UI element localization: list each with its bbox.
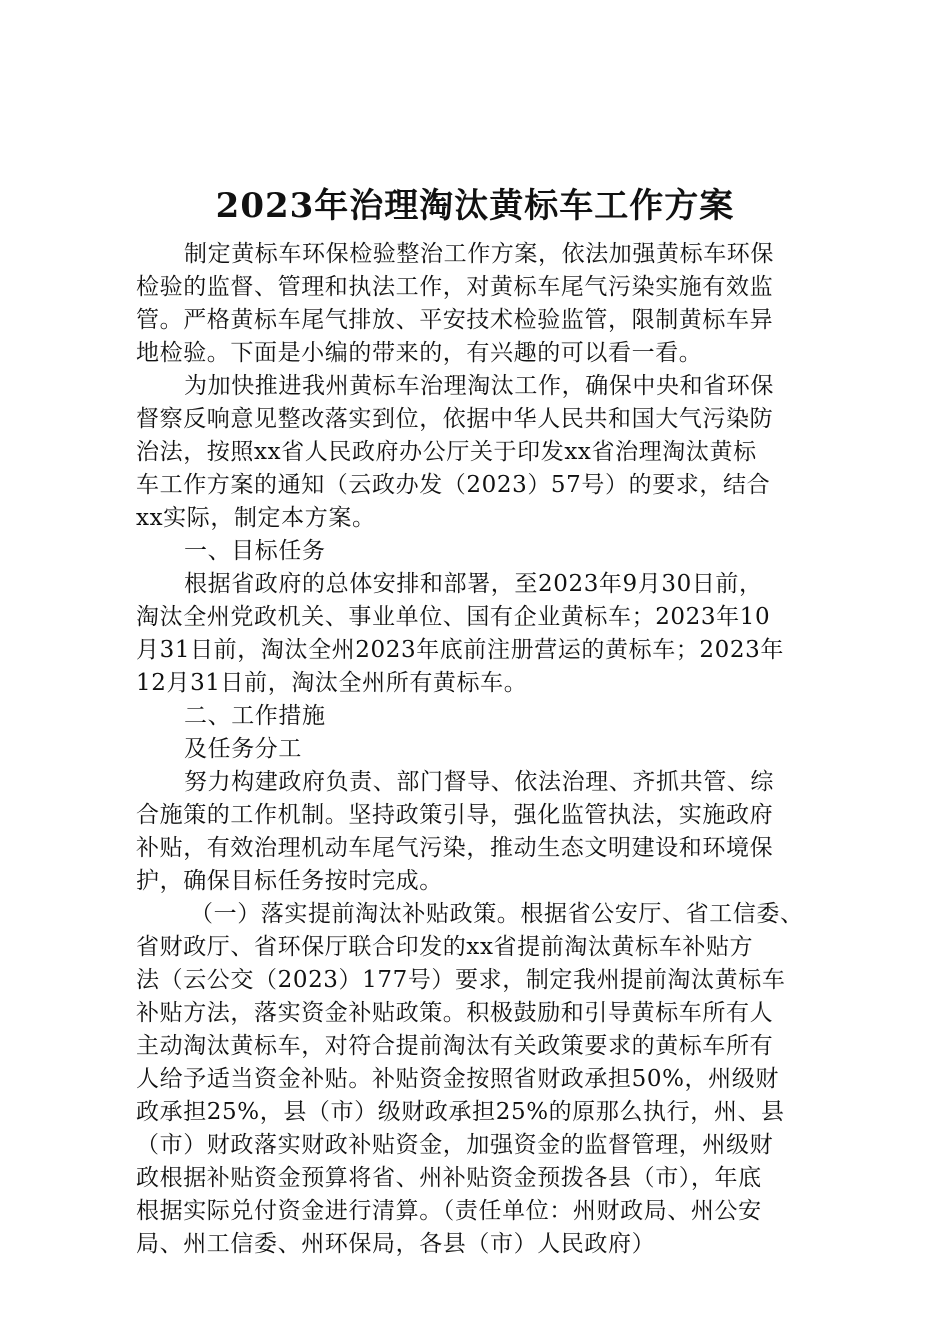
subsection-line: （一）落实提前淘汰补贴政策。根据省公安厅、省工信委、: [190, 901, 804, 927]
paragraph-line: 努力构建政府负责、部门督导、依法治理、齐抓共管、综: [184, 769, 774, 795]
section-heading-continued: 及任务分工: [184, 736, 302, 762]
paragraph-line: （市）财政落实财政补贴资金，加强资金的监督管理，州级财: [136, 1132, 774, 1158]
paragraph-line: 补贴方法，落实资金补贴政策。积极鼓励和引导黄标车所有人: [136, 1000, 774, 1026]
paragraph-line: 地检验。下面是小编的带来的，有兴趣的可以看一看。: [136, 340, 703, 366]
document-body: [136, 238, 836, 1261]
paragraph-line: 制定黄标车环保检验整治工作方案，依法加强黄标车环保: [184, 241, 774, 267]
paragraph-line: 淘汰全州党政机关、事业单位、国有企业黄标车；2023年10: [136, 604, 771, 630]
paragraph-line: 根据实际兑付资金进行清算。（责任单位：州财政局、州公安: [136, 1198, 762, 1224]
paragraph-line: 人给予适当资金补贴。补贴资金按照省财政承担50%，州级财: [136, 1066, 779, 1092]
paragraph-line: 法（云公交（2023）177号）要求，制定我州提前淘汰黄标车: [136, 967, 786, 993]
paragraph-line: 12月31日前，淘汰全州所有黄标车。: [136, 670, 528, 696]
paragraph-line: 局、州工信委、州环保局，各县（市）人民政府）: [136, 1231, 656, 1257]
paragraph-line: 合施策的工作机制。坚持政策引导，强化监管执法，实施政府: [136, 802, 774, 828]
section-heading: 一、目标任务: [184, 538, 326, 564]
paragraph-line: 检验的监督、管理和执法工作，对黄标车尾气污染实施有效监: [136, 274, 774, 300]
paragraph-line: 督察反响意见整改落实到位，依据中华人民共和国大气污染防: [136, 406, 774, 432]
paragraph-line: 车工作方案的通知（云政办发（2023）57号）的要求，结合: [136, 472, 771, 498]
paragraph-line: 月31日前，淘汰全州2023年底前注册营运的黄标车；2023年: [136, 637, 784, 663]
paragraph-line: 根据省政府的总体安排和部署，至2023年9月30日前，: [184, 571, 763, 597]
paragraph-line: 管。严格黄标车尾气排放、平安技术检验监管，限制黄标车异: [136, 307, 774, 333]
paragraph-line: 护，确保目标任务按时完成。: [136, 868, 443, 894]
paragraph-line: 主动淘汰黄标车，对符合提前淘汰有关政策要求的黄标车所有: [136, 1033, 774, 1059]
paragraph-line: 治法，按照xx省人民政府办公厅关于印发xx省治理淘汰黄标: [136, 439, 757, 465]
paragraph-line: 政根据补贴资金预算将省、州补贴资金预拨各县（市），年底: [136, 1165, 762, 1191]
paragraph-line: 省财政厅、省环保厅联合印发的xx省提前淘汰黄标车补贴方: [136, 934, 754, 960]
paragraph-line: 政承担25%，县（市）级财政承担25%的原那么执行，州、县: [136, 1099, 785, 1125]
paragraph-line: xx实际，制定本方案。: [136, 505, 376, 531]
section-heading: 二、工作措施: [184, 703, 326, 729]
paragraph-line: 补贴，有效治理机动车尾气污染，推动生态文明建设和环境保: [136, 835, 774, 861]
paragraph-line: 为加快推进我州黄标车治理淘汰工作，确保中央和省环保: [184, 373, 774, 399]
document-title: 2023年治理淘汰黄标车工作方案: [215, 186, 735, 226]
